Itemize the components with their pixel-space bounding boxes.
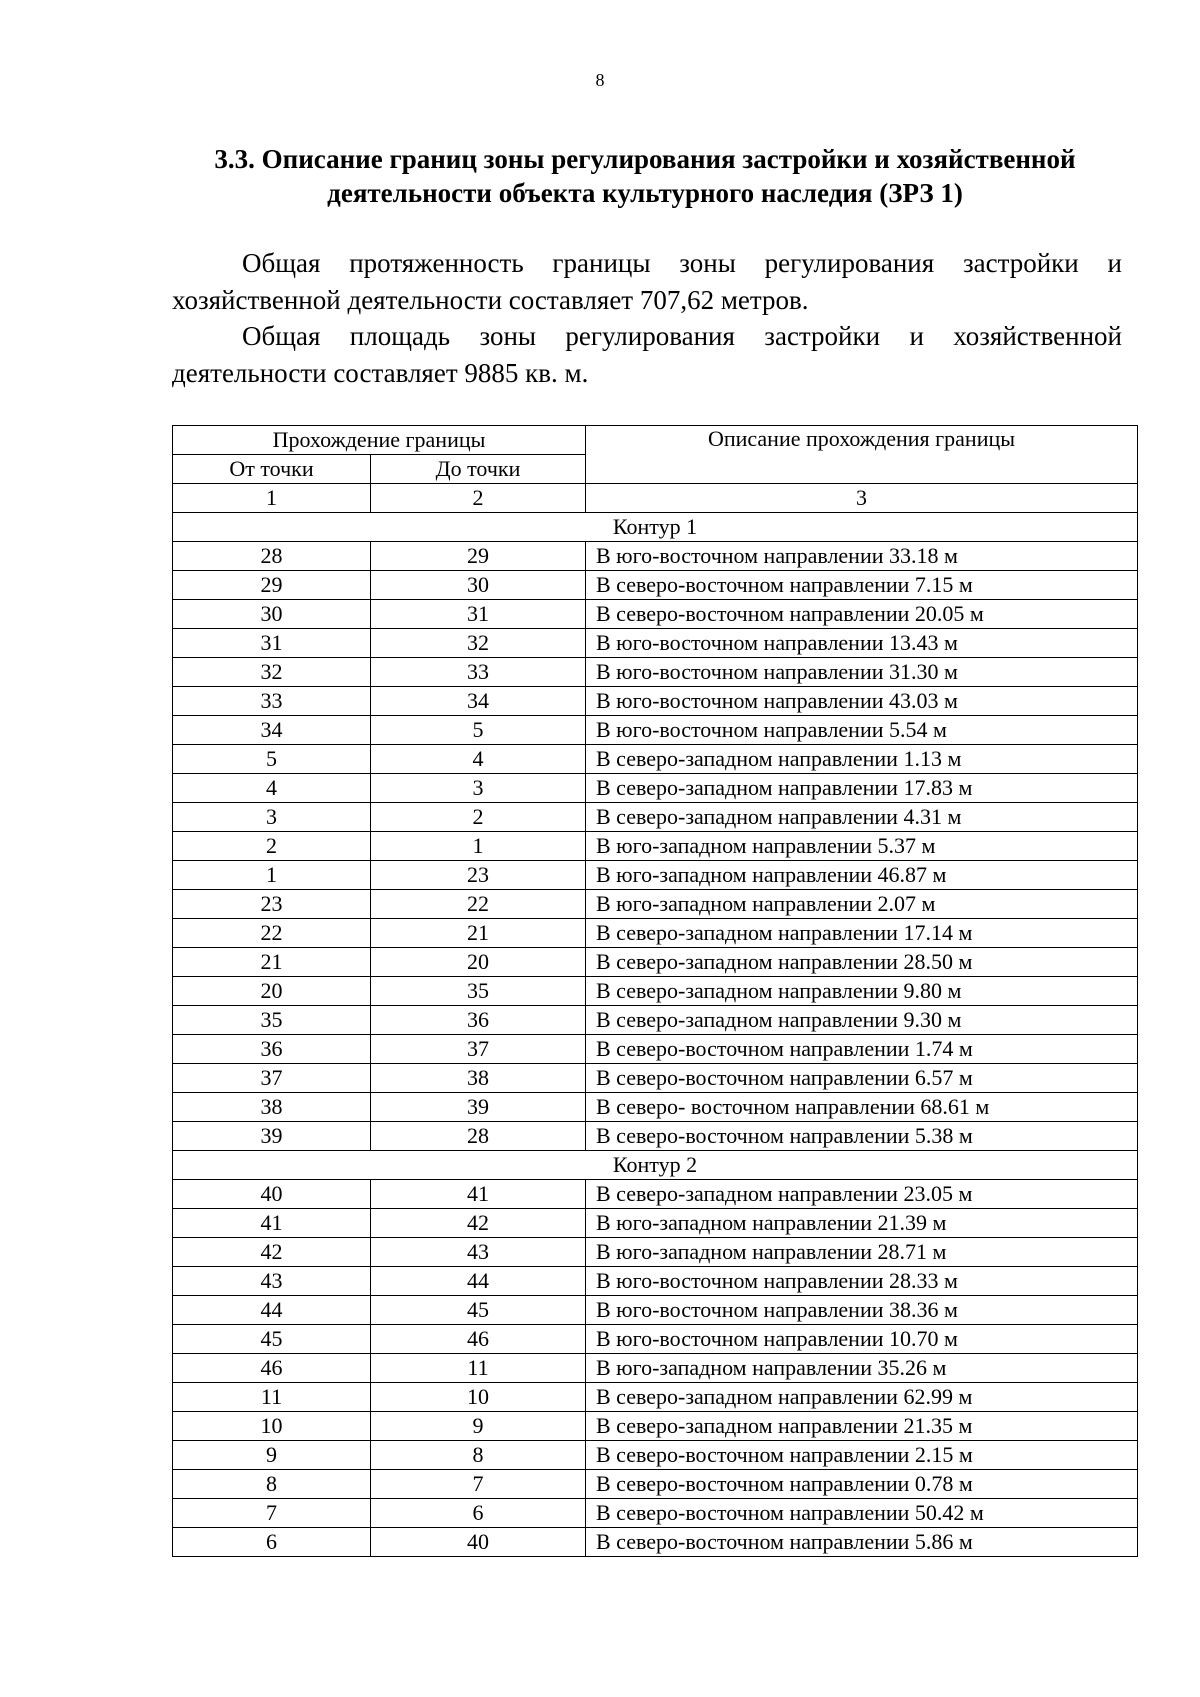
description-cell: В юго-западном направлении 5.37 м <box>586 832 1138 861</box>
from-point-cell: 46 <box>173 1354 371 1383</box>
table-row <box>173 1006 1138 1035</box>
table-row <box>173 861 1138 890</box>
to-point-cell: 10 <box>371 1383 586 1412</box>
to-point-cell: 29 <box>371 542 586 571</box>
table-row <box>173 977 1138 1006</box>
table-row <box>173 542 1138 571</box>
from-point-cell: 32 <box>173 658 371 687</box>
from-point-cell: 43 <box>173 1267 371 1296</box>
to-point-cell: 6 <box>371 1499 586 1528</box>
from-point-cell: 40 <box>173 1180 371 1209</box>
to-point-cell: 11 <box>371 1354 586 1383</box>
from-point-cell: 29 <box>173 571 371 600</box>
paragraph-length: Общая протяженность границы зоны регулирования застройки и хозяйственной деятельности составляет 707,62 метров. <box>172 248 1122 315</box>
from-point-cell: 42 <box>173 1238 371 1267</box>
description-cell: В юго-восточном направлении 33.18 м <box>586 542 1138 571</box>
table-row <box>173 1354 1138 1383</box>
header-description: Описание прохождения границы <box>586 426 1138 484</box>
table-row <box>173 1383 1138 1412</box>
table-row <box>173 1412 1138 1441</box>
description-cell: В северо-западном направлении 28.50 м <box>586 948 1138 977</box>
to-point-cell: 44 <box>371 1267 586 1296</box>
to-point-cell: 31 <box>371 600 586 629</box>
table-row <box>173 745 1138 774</box>
description-cell: В северо-восточном направлении 2.15 м <box>586 1441 1138 1470</box>
table-row <box>173 832 1138 861</box>
page-number: 8 <box>595 70 605 90</box>
description-cell: В юго-восточном направлении 13.43 м <box>586 629 1138 658</box>
description-cell: В северо-восточном направлении 0.78 м <box>586 1470 1138 1499</box>
from-point-cell: 3 <box>173 803 371 832</box>
to-point-cell: 38 <box>371 1064 586 1093</box>
to-point-cell: 34 <box>371 687 586 716</box>
description-cell: В юго-восточном направлении 10.70 м <box>586 1325 1138 1354</box>
to-point-cell: 3 <box>371 774 586 803</box>
table-row <box>173 1267 1138 1296</box>
table-row <box>173 658 1138 687</box>
from-point-cell: 6 <box>173 1528 371 1557</box>
to-point-cell: 7 <box>371 1470 586 1499</box>
to-point-cell: 20 <box>371 948 586 977</box>
description-cell: В северо-западном направлении 23.05 м <box>586 1180 1138 1209</box>
description-cell: В юго-западном направлении 46.87 м <box>586 861 1138 890</box>
from-point-cell: 37 <box>173 1064 371 1093</box>
description-cell: В северо-западном направлении 21.35 м <box>586 1412 1138 1441</box>
description-cell: В юго-восточном направлении 28.33 м <box>586 1267 1138 1296</box>
from-point-cell: 41 <box>173 1209 371 1238</box>
to-point-cell: 42 <box>371 1209 586 1238</box>
paragraph-area: Общая площадь зоны регулирования застройки и хозяйственной деятельности составляет 9885 кв. м. <box>172 321 1122 388</box>
description-cell: В северо- восточном направлении 68.61 м <box>586 1093 1138 1122</box>
boundary-table <box>172 425 1138 1557</box>
to-point-cell: 43 <box>371 1238 586 1267</box>
table-row <box>173 1209 1138 1238</box>
to-point-cell: 23 <box>371 861 586 890</box>
table-row <box>173 1122 1138 1151</box>
table-row <box>173 1470 1138 1499</box>
to-point-cell: 22 <box>371 890 586 919</box>
table-row <box>173 774 1138 803</box>
header-col-number-3: 3 <box>586 484 1138 513</box>
to-point-cell: 1 <box>371 832 586 861</box>
to-point-cell: 9 <box>371 1412 586 1441</box>
header-col-number-1: 1 <box>173 484 371 513</box>
to-point-cell: 2 <box>371 803 586 832</box>
description-cell: В северо-западном направлении 62.99 м <box>586 1383 1138 1412</box>
from-point-cell: 4 <box>173 774 371 803</box>
table-row <box>173 1180 1138 1209</box>
description-cell: В северо-западном направлении 17.14 м <box>586 919 1138 948</box>
to-point-cell: 30 <box>371 571 586 600</box>
description-cell: В юго-западном направлении 2.07 м <box>586 890 1138 919</box>
from-point-cell: 33 <box>173 687 371 716</box>
table-row <box>173 600 1138 629</box>
header-col-number-2: 2 <box>371 484 586 513</box>
table-row <box>173 1441 1138 1470</box>
table-row <box>173 948 1138 977</box>
from-point-cell: 44 <box>173 1296 371 1325</box>
description-cell: В юго-восточном направлении 38.36 м <box>586 1296 1138 1325</box>
from-point-cell: 5 <box>173 745 371 774</box>
from-point-cell: 31 <box>173 629 371 658</box>
table-row <box>173 571 1138 600</box>
from-point-cell: 22 <box>173 919 371 948</box>
table-row <box>173 1325 1138 1354</box>
table-body <box>173 513 1138 1557</box>
table-row <box>173 1035 1138 1064</box>
description-cell: В северо-восточном направлении 5.38 м <box>586 1122 1138 1151</box>
to-point-cell: 39 <box>371 1093 586 1122</box>
contour-label: Контур 1 <box>173 513 1138 542</box>
description-cell: В юго-западном направлении 35.26 м <box>586 1354 1138 1383</box>
table-row <box>173 1499 1138 1528</box>
from-point-cell: 35 <box>173 1006 371 1035</box>
header-to: До точки <box>371 455 586 484</box>
from-point-cell: 30 <box>173 600 371 629</box>
from-point-cell: 34 <box>173 716 371 745</box>
to-point-cell: 4 <box>371 745 586 774</box>
table-row <box>173 1093 1138 1122</box>
description-cell: В северо-западном направлении 9.80 м <box>586 977 1138 1006</box>
table-row <box>173 1296 1138 1325</box>
description-cell: В северо-восточном направлении 7.15 м <box>586 571 1138 600</box>
table-row <box>173 1064 1138 1093</box>
to-point-cell: 5 <box>371 716 586 745</box>
from-point-cell: 38 <box>173 1093 371 1122</box>
table-header <box>173 426 1138 513</box>
description-cell: В северо-восточном направлении 5.86 м <box>586 1528 1138 1557</box>
description-cell: В юго-западном направлении 28.71 м <box>586 1238 1138 1267</box>
table-row <box>173 1528 1138 1557</box>
to-point-cell: 37 <box>371 1035 586 1064</box>
from-point-cell: 1 <box>173 861 371 890</box>
from-point-cell: 10 <box>173 1412 371 1441</box>
description-cell: В юго-восточном направлении 43.03 м <box>586 687 1138 716</box>
from-point-cell: 36 <box>173 1035 371 1064</box>
from-point-cell: 11 <box>173 1383 371 1412</box>
to-point-cell: 8 <box>371 1441 586 1470</box>
from-point-cell: 20 <box>173 977 371 1006</box>
from-point-cell: 8 <box>173 1470 371 1499</box>
to-point-cell: 32 <box>371 629 586 658</box>
header-passage: Прохождение границы <box>173 426 586 455</box>
table-row <box>173 919 1138 948</box>
description-cell: В северо-западном направлении 17.83 м <box>586 774 1138 803</box>
from-point-cell: 39 <box>173 1122 371 1151</box>
table-row <box>173 1238 1138 1267</box>
from-point-cell: 28 <box>173 542 371 571</box>
to-point-cell: 33 <box>371 658 586 687</box>
contour-label: Контур 2 <box>173 1151 1138 1180</box>
from-point-cell: 23 <box>173 890 371 919</box>
description-cell: В северо-восточном направлении 6.57 м <box>586 1064 1138 1093</box>
to-point-cell: 41 <box>371 1180 586 1209</box>
description-cell: В северо-восточном направлении 1.74 м <box>586 1035 1138 1064</box>
to-point-cell: 35 <box>371 977 586 1006</box>
description-cell: В юго-восточном направлении 31.30 м <box>586 658 1138 687</box>
from-point-cell: 21 <box>173 948 371 977</box>
description-cell: В северо-западном направлении 4.31 м <box>586 803 1138 832</box>
to-point-cell: 21 <box>371 919 586 948</box>
header-from: От точки <box>173 455 371 484</box>
contour-row <box>173 1151 1138 1180</box>
contour-row <box>173 513 1138 542</box>
description-cell: В юго-восточном направлении 5.54 м <box>586 716 1138 745</box>
to-point-cell: 45 <box>371 1296 586 1325</box>
to-point-cell: 40 <box>371 1528 586 1557</box>
from-point-cell: 45 <box>173 1325 371 1354</box>
section-title: 3.3. Описание границ зоны регулирования застройки и хозяйственной деятельности объекта культурного наследия (ЗРЗ 1) <box>214 144 1076 208</box>
to-point-cell: 46 <box>371 1325 586 1354</box>
description-cell: В юго-западном направлении 21.39 м <box>586 1209 1138 1238</box>
description-cell: В северо-западном направлении 1.13 м <box>586 745 1138 774</box>
description-cell: В северо-восточном направлении 50.42 м <box>586 1499 1138 1528</box>
description-cell: В северо-западном направлении 9.30 м <box>586 1006 1138 1035</box>
table-row <box>173 803 1138 832</box>
from-point-cell: 7 <box>173 1499 371 1528</box>
table-row <box>173 716 1138 745</box>
to-point-cell: 36 <box>371 1006 586 1035</box>
description-cell: В северо-восточном направлении 20.05 м <box>586 600 1138 629</box>
table-row <box>173 687 1138 716</box>
table-row <box>173 629 1138 658</box>
from-point-cell: 9 <box>173 1441 371 1470</box>
to-point-cell: 28 <box>371 1122 586 1151</box>
from-point-cell: 2 <box>173 832 371 861</box>
table-row <box>173 890 1138 919</box>
